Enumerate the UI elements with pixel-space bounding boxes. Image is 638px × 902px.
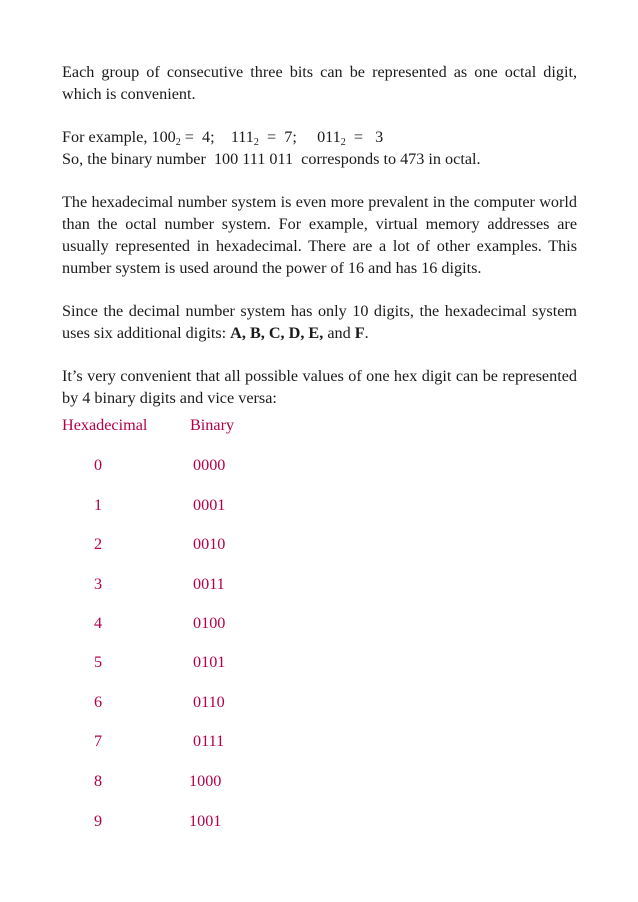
paragraph-hex-digits: Since the decimal number system has only 10 digits, the hexadecimal system uses six additional digits: A, B, C, D, E, and F. [62,302,577,342]
table-row-binary: 0101 [193,653,226,671]
table-row-binary: 0000 [193,456,226,474]
table-row: 6 [94,693,103,711]
example-line [62,126,577,148]
table-row: 1 [94,496,103,514]
table-row-binary: 1001 [189,812,222,830]
table-row: 5 [94,653,103,671]
table-row-binary: 1000 [189,772,222,790]
table-row-binary: 0011 [193,575,225,593]
table-row: 7 [94,732,103,750]
example-1: $100_2 = 4$; [151,128,215,148]
example-prefix: For example, [62,128,148,146]
paragraph-octal-groups: Each group of consecutive three bits can be represented as one octal digit, which is convenient. [62,63,577,103]
table-row-binary: 0111 [193,732,225,750]
example-3: $011_2 = 3$ [317,128,384,148]
table-row: 3 [94,575,103,593]
table-row: 2 [94,535,103,553]
header-binary: Binary [190,416,235,434]
paragraph-hex-binary-relation: It’s very convenient that all possible values of one hex digit can be represented by 4 binary digits and vice versa: [62,367,577,407]
paragraph-octal-example [62,126,577,170]
table-row: 0 [94,456,103,474]
table-row: 9 [94,812,103,830]
paragraph-hexadecimal-intro: The hexadecimal number system is even more prevalent in the computer world than the octal number system. For example, virtual memory addresses are usually represented in hexadecimal. There are a lot of other examples. This number system is used around the power of 16 and has 16 digits. [62,193,577,277]
header-hexadecimal: Hexadecimal [62,416,148,434]
table-row: 8 [94,772,103,790]
example-2: $111_2 = 7$; [230,128,297,148]
table-row-binary: 0001 [193,496,226,514]
example-conclusion: So, the binary number 100 111 011 corresponds to 473 in octal. [62,150,481,168]
hex-letters-bold: A, B, C, D, E, [230,324,324,342]
table-row-binary: 0100 [193,614,226,632]
table-row-binary: 0010 [193,535,226,553]
table-row-binary: 0110 [193,693,225,711]
hex-letter-f-bold: F [354,324,365,342]
table-row: 4 [94,614,103,632]
document-body [62,61,577,430]
